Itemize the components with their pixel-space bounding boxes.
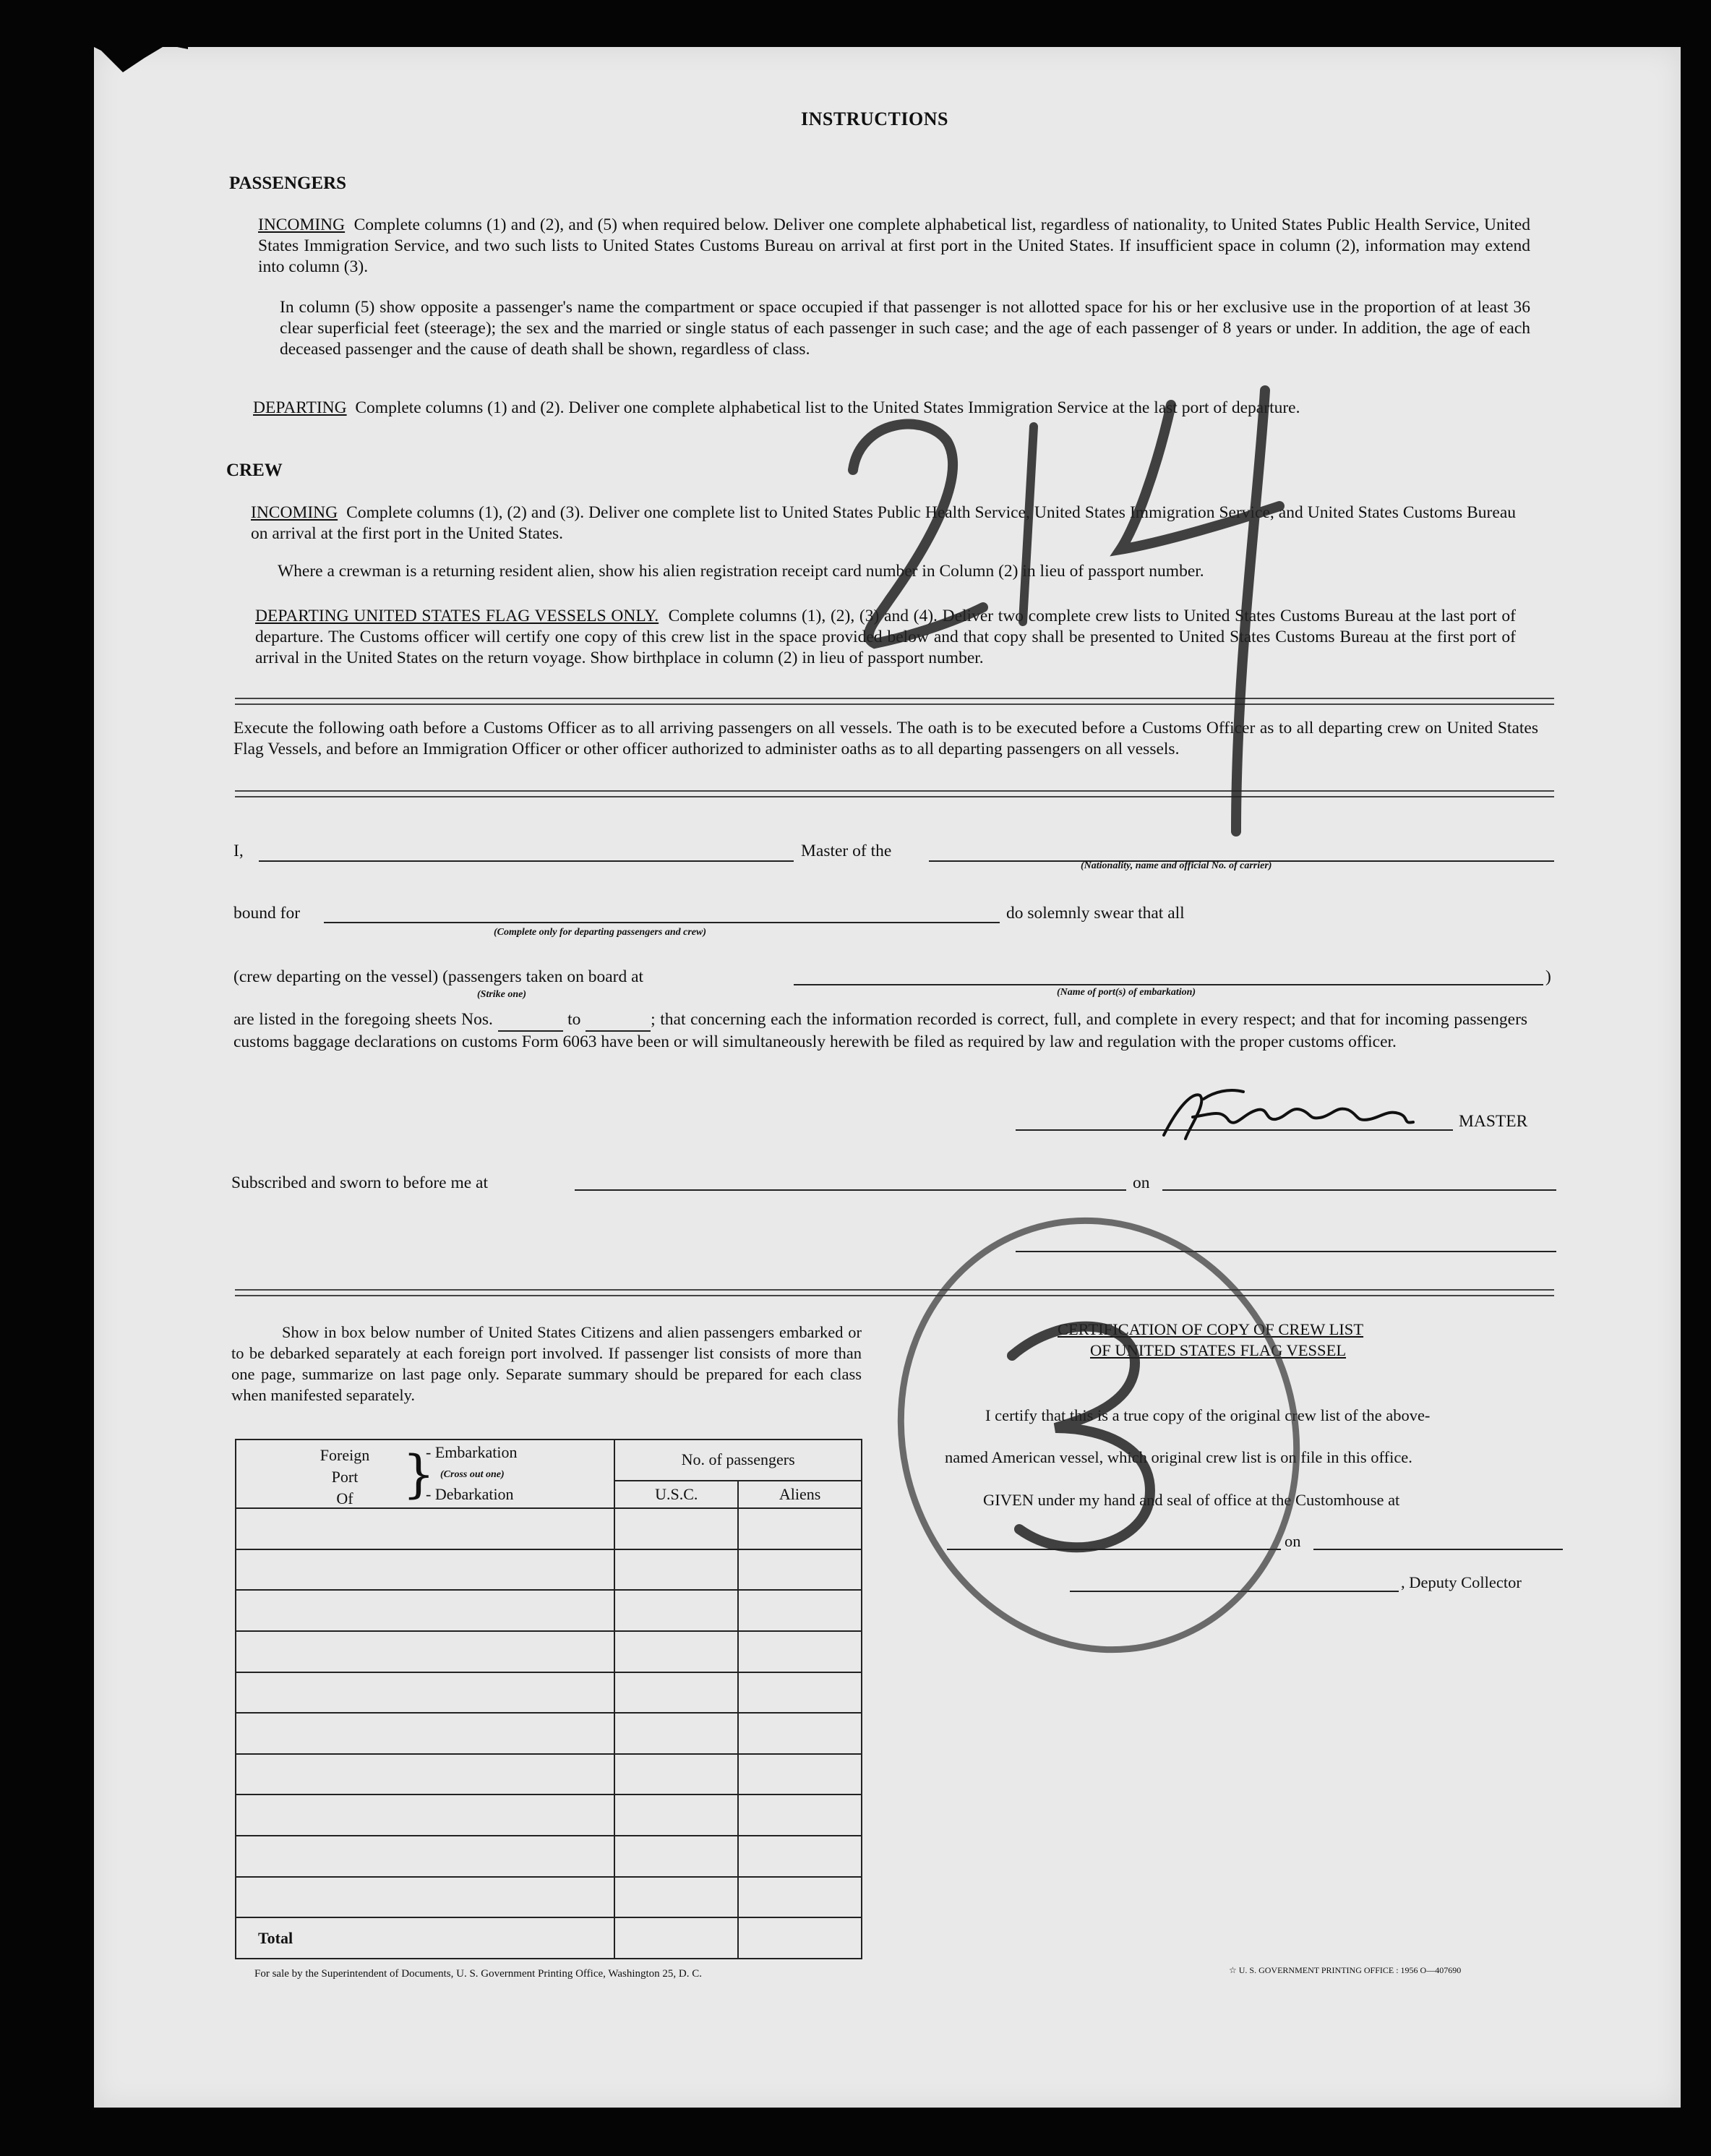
table-row bbox=[236, 1549, 862, 1591]
cross-out-caption: (Cross out one) bbox=[440, 1469, 505, 1480]
port-cell[interactable] bbox=[236, 1754, 614, 1795]
usc-cell[interactable] bbox=[614, 1549, 738, 1591]
port-cell[interactable] bbox=[236, 1713, 614, 1754]
sworn-at-field[interactable] bbox=[575, 1189, 1126, 1191]
usc-total-cell[interactable] bbox=[614, 1917, 738, 1959]
table-row bbox=[236, 1836, 862, 1877]
no-passengers-header: No. of passengers bbox=[614, 1440, 862, 1481]
sheet-from-field[interactable] bbox=[498, 1009, 563, 1032]
crew-resident-text: Where a crewman is a returning resident alien, show his alien registration receipt card number in Column (2) in lieu of passport number. bbox=[278, 562, 1204, 581]
aliens-cell[interactable] bbox=[738, 1754, 862, 1795]
port-cell[interactable] bbox=[236, 1836, 614, 1877]
total-label: Total bbox=[236, 1917, 614, 1959]
oath-master-of-the: Master of the bbox=[801, 842, 892, 860]
usc-cell[interactable] bbox=[614, 1836, 738, 1877]
crew-incoming-body: Complete columns (1), (2) and (3). Deliver one complete list to United States Public Health Service, United States Immigration Service, and United States Customs Bureau on arrival at the first port in the United States. bbox=[251, 503, 1516, 543]
port-cell[interactable] bbox=[236, 1508, 614, 1549]
brace-mark: } bbox=[403, 1445, 435, 1504]
nationality-caption: (Nationality, name and official No. of carrier) bbox=[1081, 860, 1272, 871]
table-row bbox=[236, 1754, 862, 1795]
of-label: Of bbox=[336, 1489, 353, 1507]
complete-only-caption: (Complete only for departing passengers and crew) bbox=[494, 927, 706, 938]
aliens-cell[interactable] bbox=[738, 1794, 862, 1836]
close-paren: ) bbox=[1545, 967, 1551, 986]
usc-cell[interactable] bbox=[614, 1754, 738, 1795]
crew-departing-label: DEPARTING UNITED STATES FLAG VESSELS ONLY. bbox=[255, 607, 659, 625]
port-caption: (Name of port(s) of embarkation) bbox=[1057, 987, 1196, 998]
page-title: INSTRUCTIONS bbox=[801, 108, 948, 129]
sworn-on-label: on bbox=[1133, 1173, 1150, 1192]
passengers-incoming-body: Complete columns (1) and (2), and (5) when required below. Deliver one complete alphabetical list, regardless of nationality, to United States Public Health Service, United States Immigration Service, and two such lists to United States Customs Bureau on arrival at first port in the United States. If insufficient space in column (2), information may extend into column (3). bbox=[258, 215, 1530, 276]
aliens-header: Aliens bbox=[738, 1481, 862, 1508]
passengers-departing-label: DEPARTING bbox=[253, 398, 347, 417]
handwritten-signature bbox=[1149, 1077, 1438, 1150]
torn-corner-mark bbox=[87, 29, 188, 80]
aliens-cell[interactable] bbox=[738, 1631, 862, 1672]
certification-text-1: I certify that this is a true copy of the original crew list of the above- bbox=[985, 1406, 1431, 1424]
port-cell[interactable] bbox=[236, 1794, 614, 1836]
table-row bbox=[236, 1877, 862, 1918]
sheet-to-field[interactable] bbox=[586, 1009, 651, 1032]
port-cell[interactable] bbox=[236, 1631, 614, 1672]
sheets-statement bbox=[233, 1009, 1527, 1053]
table-row bbox=[236, 1672, 862, 1714]
debarkation-label[interactable]: - Debarkation bbox=[426, 1485, 514, 1503]
aliens-cell[interactable] bbox=[738, 1877, 862, 1918]
port-cell[interactable] bbox=[236, 1590, 614, 1631]
sheets-prefix: are listed in the foregoing sheets Nos. bbox=[233, 1010, 493, 1029]
pencil-circle-3-mark bbox=[889, 1204, 1301, 1667]
table-row bbox=[236, 1713, 862, 1754]
aliens-cell[interactable] bbox=[738, 1672, 862, 1714]
table-row bbox=[236, 1508, 862, 1549]
usc-cell[interactable] bbox=[614, 1877, 738, 1918]
footer-right: ☆ U. S. GOVERNMENT PRINTING OFFICE : 1956 O—407690 bbox=[1229, 1965, 1462, 1975]
certification-text-3: GIVEN under my hand and seal of office at the Customhouse at bbox=[983, 1491, 1400, 1509]
total-row bbox=[236, 1917, 862, 1959]
master-label: MASTER bbox=[1459, 1112, 1528, 1131]
port-label: Port bbox=[331, 1468, 359, 1486]
table-row bbox=[236, 1794, 862, 1836]
certification-on-label: on bbox=[1285, 1532, 1301, 1550]
pencil-214-mark bbox=[831, 362, 1482, 868]
foreign-port-header bbox=[236, 1440, 614, 1508]
sheets-to: to bbox=[567, 1010, 581, 1029]
oath-intro: Execute the following oath before a Customs Officer as to all arriving passengers on all vessels. The oath is to be executed before a Customs Officer as to all departing crew on United States Flag Vessels, and before an Immigration Officer or other officer authorized to administer oaths as to all departing passengers on all vessels. bbox=[233, 719, 1538, 758]
aliens-cell[interactable] bbox=[738, 1508, 862, 1549]
embarkation-label[interactable]: - Embarkation bbox=[426, 1443, 518, 1461]
foreign-label: Foreign bbox=[320, 1446, 370, 1464]
crew-heading: CREW bbox=[226, 461, 283, 480]
aliens-cell[interactable] bbox=[738, 1836, 862, 1877]
certification-date-field[interactable] bbox=[1313, 1549, 1563, 1550]
aliens-cell[interactable] bbox=[738, 1713, 862, 1754]
passengers-column5-text: In column (5) show opposite a passenger's name the compartment or space occupied if that passenger is not allotted space for his or her exclusive use in the proportion of at least 36 clear superficial feet (steerage); the sex and the married or single status of each passenger in such case; and the age of each passenger of 8 years or under. In addition, the age of each deceased passenger and the cause of death shall be shown, regardless of class. bbox=[280, 298, 1530, 359]
strike-one-caption: (Strike one) bbox=[477, 989, 527, 1000]
oath-bound-for: bound for bbox=[233, 904, 301, 923]
passengers-incoming-label: INCOMING bbox=[258, 215, 346, 234]
oath-i-label: I, bbox=[233, 842, 244, 860]
sheets-rest: ; that concerning each the information recorded is correct, full, and complete in every respect; and that for incoming passengers customs baggage declarations on customs Form 6063 have been or will simultaneously herewith be filed as required by law and regulation with the proper customs officer. bbox=[233, 1010, 1528, 1051]
oath-swear: do solemnly swear that all bbox=[1006, 904, 1185, 923]
table-row bbox=[236, 1590, 862, 1631]
summary-note: Show in box below number of United States Citizens and alien passengers embarked or to be debarked separately at each foreign port involved. If passenger list consists of more than one page, summarize on last page only. Separate summary should be prepared for each class when manifested separately. bbox=[231, 1323, 862, 1404]
certification-text-2: named American vessel, which original crew list is on file in this office. bbox=[945, 1448, 1412, 1466]
passenger-summary-table bbox=[235, 1439, 862, 1959]
crew-incoming-label: INCOMING bbox=[251, 503, 338, 522]
aliens-total-cell[interactable] bbox=[738, 1917, 862, 1959]
passengers-departing-body: Complete columns (1) and (2). Deliver one complete alphabetical list to the United States Immigration Service at the last port of departure. bbox=[355, 398, 1300, 417]
subscribed-label: Subscribed and sworn to before me at bbox=[231, 1173, 489, 1192]
circled-number bbox=[889, 1204, 1301, 1667]
aliens-cell[interactable] bbox=[738, 1590, 862, 1631]
handwritten-number bbox=[831, 362, 1482, 868]
deputy-collector-label: , Deputy Collector bbox=[1401, 1573, 1522, 1591]
master-name-field[interactable] bbox=[259, 860, 794, 862]
usc-cell[interactable] bbox=[614, 1713, 738, 1754]
oath-crew-passengers: (crew departing on the vessel) (passengers taken on board at bbox=[233, 967, 644, 986]
port-cell[interactable] bbox=[236, 1549, 614, 1591]
aliens-cell[interactable] bbox=[738, 1549, 862, 1591]
usc-cell[interactable] bbox=[614, 1631, 738, 1672]
bound-for-field[interactable] bbox=[324, 922, 1000, 923]
table-row bbox=[236, 1631, 862, 1672]
usc-cell[interactable] bbox=[614, 1672, 738, 1714]
certification-title-1: CERTIFICATION OF COPY OF CREW LIST bbox=[1058, 1320, 1364, 1338]
footer-left: For sale by the Superintendent of Documents, U. S. Government Printing Office, Washington 25, D. C. bbox=[254, 1968, 702, 1980]
port-cell[interactable] bbox=[236, 1672, 614, 1714]
passengers-heading: PASSENGERS bbox=[229, 174, 347, 193]
crew-departing-body: Complete columns (1), (2), (3) and (4). Deliver two complete crew lists to United States Customs Bureau at the last port of departure. The Customs officer will certify one copy of this crew list in the space provided below and that copy shall be presented to United States Customs Bureau at the first port of arrival in the United States on the return voyage. Show birthplace in column (2) in lieu of passport number. bbox=[255, 607, 1517, 667]
certification-title-2: OF UNITED STATES FLAG VESSEL bbox=[1090, 1341, 1347, 1359]
sworn-date-field[interactable] bbox=[1162, 1189, 1556, 1191]
usc-cell[interactable] bbox=[614, 1794, 738, 1836]
passengers-incoming-text bbox=[258, 215, 1530, 278]
usc-header: U.S.C. bbox=[614, 1481, 738, 1508]
port-cell[interactable] bbox=[236, 1877, 614, 1918]
usc-cell[interactable] bbox=[614, 1508, 738, 1549]
usc-cell[interactable] bbox=[614, 1590, 738, 1631]
embarkation-port-field[interactable] bbox=[794, 984, 1543, 985]
